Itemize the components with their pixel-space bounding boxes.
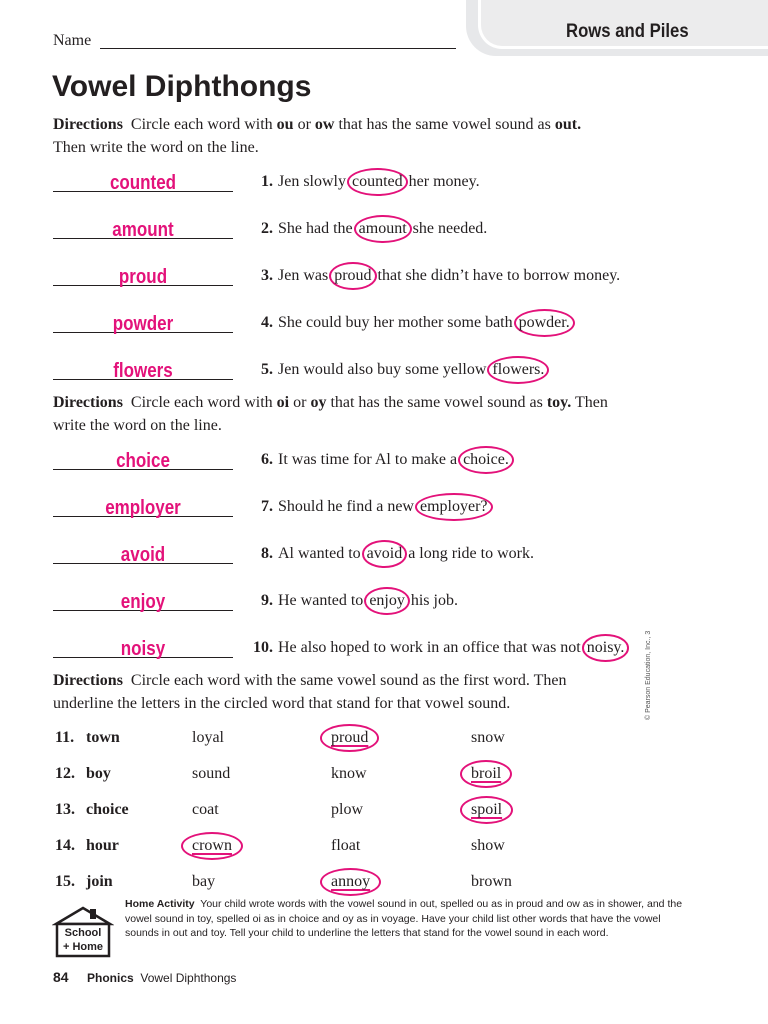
directions-text: that has the same vowel sound as <box>330 394 543 411</box>
question-sentence <box>278 267 620 285</box>
question-number: 4. <box>261 314 273 331</box>
question-sentence <box>278 498 490 516</box>
directions-label: Directions <box>53 672 123 689</box>
word-choice[interactable]: show <box>471 837 505 854</box>
home-activity-text: Your child wrote words with the vowel sound in out, spelled ou as in proud and ow as in shower, and the vowel sound in toy, spelled oi as in choice and oy as in voyage. Have your child list other words that have the vowel sounds in out and toy. Tell your child to underline the letters that stand for the vowel sound in each word. <box>125 898 683 939</box>
circled-word[interactable]: amount <box>354 215 412 243</box>
sentence-after: his job. <box>410 592 458 609</box>
question-sentence <box>278 451 511 469</box>
page-number: 84 <box>53 969 69 985</box>
circled-word[interactable]: counted <box>347 168 408 196</box>
question-number: 10. <box>253 639 273 656</box>
school-home-logo <box>52 904 114 958</box>
spelling-oy: oy <box>310 394 327 411</box>
directions-part1 <box>53 113 693 159</box>
word-choice[interactable]: brown <box>471 873 512 890</box>
name-label: Name <box>53 32 92 49</box>
circled-word[interactable]: annoy <box>320 868 381 896</box>
sentence-after: that she didn’t have to borrow money. <box>377 267 621 284</box>
circled-word[interactable]: broil <box>460 760 512 788</box>
question-sentence <box>278 545 534 563</box>
row-number: 15. <box>55 873 75 890</box>
word-choice[interactable]: sound <box>192 765 231 782</box>
question-sentence <box>278 361 546 379</box>
sentence-before: Should he find a new <box>278 498 414 515</box>
spelling-oi: oi <box>276 394 290 411</box>
word-choice[interactable]: snow <box>471 729 505 746</box>
row-key-word: hour <box>86 837 119 854</box>
word-choice[interactable]: coat <box>192 801 219 818</box>
home-activity-note <box>125 897 685 941</box>
directions-text: that has the same vowel sound as <box>338 116 551 133</box>
house-icon <box>52 904 114 958</box>
circled-choice[interactable] <box>192 837 232 855</box>
row-number: 12. <box>55 765 75 782</box>
answer-word: counted <box>109 172 177 194</box>
sentence-after: a long ride to work. <box>408 545 534 562</box>
spelling-ou: ou <box>276 116 294 133</box>
word-choice[interactable]: loyal <box>192 729 224 746</box>
question-sentence <box>278 592 458 610</box>
circled-choice[interactable] <box>471 765 501 783</box>
word-choice[interactable]: plow <box>331 801 363 818</box>
answer-word: proud <box>118 266 168 288</box>
question-number: 9. <box>261 592 273 609</box>
question-number: 2. <box>261 220 273 237</box>
answer-word: powder <box>112 313 174 335</box>
circled-word[interactable]: proud <box>329 262 376 290</box>
logo-line1: School <box>64 927 102 939</box>
home-activity-label: Home Activity <box>125 898 195 910</box>
sentence-before: It was time for Al to make a <box>278 451 458 468</box>
circled-word[interactable]: choice. <box>458 446 514 474</box>
directions-text: Circle each word with <box>130 116 273 133</box>
directions-label: Directions <box>53 394 123 411</box>
directions-text: write the word on the line. <box>53 417 222 434</box>
question-number: 3. <box>261 267 273 284</box>
question-number: 5. <box>261 361 273 378</box>
answer-word: avoid <box>120 544 166 566</box>
answer-word: noisy <box>120 638 166 660</box>
circled-word[interactable]: spoil <box>460 796 513 824</box>
key-word-out: out. <box>554 116 582 133</box>
answer-word: enjoy <box>120 591 166 613</box>
question-number: 1. <box>261 173 273 190</box>
row-key-word: town <box>86 729 120 746</box>
question-sentence <box>278 220 487 238</box>
directions-part3 <box>53 669 693 715</box>
word-choice[interactable]: know <box>331 765 367 782</box>
sentence-before: Jen slowly <box>278 173 346 190</box>
sentence-before: She had the <box>278 220 353 237</box>
circled-word[interactable]: crown <box>181 832 243 860</box>
sentence-before: Jen was <box>278 267 329 284</box>
answer-word: employer <box>105 497 181 519</box>
word-choice[interactable]: bay <box>192 873 216 890</box>
footer-section <box>87 971 236 985</box>
circled-word[interactable]: avoid <box>362 540 408 568</box>
directions-text: Then <box>575 394 608 411</box>
circled-choice[interactable] <box>331 873 370 891</box>
footer-topic: Vowel Diphthongs <box>140 971 237 985</box>
sentence-before: Al wanted to <box>278 545 361 562</box>
sentence-before: Jen would also buy some yellow <box>278 361 487 378</box>
circled-choice[interactable] <box>331 729 368 747</box>
page-title: Vowel Diphthongs <box>52 70 312 103</box>
logo-line2: + Home <box>62 941 104 953</box>
question-sentence <box>278 314 572 332</box>
row-key-word: choice <box>86 801 129 818</box>
question-number: 7. <box>261 498 273 515</box>
sentence-after: she needed. <box>412 220 488 237</box>
row-key-word: join <box>86 873 113 890</box>
word-choice[interactable]: float <box>331 837 361 854</box>
answer-word: flowers <box>113 360 173 382</box>
lesson-title: Rows and Piles <box>566 21 689 42</box>
footer-section-label: Phonics <box>87 971 134 985</box>
question-number: 6. <box>261 451 273 468</box>
question-sentence <box>278 639 626 657</box>
sentence-after: her money. <box>408 173 480 190</box>
directions-label: Directions <box>53 116 123 133</box>
circled-word[interactable]: noisy. <box>582 634 630 662</box>
row-key-word: boy <box>86 765 111 782</box>
answer-word: choice <box>116 450 170 472</box>
row-number: 14. <box>55 837 75 854</box>
circled-choice[interactable] <box>471 801 502 819</box>
name-line[interactable] <box>100 48 456 49</box>
row-number: 11. <box>55 729 75 746</box>
circled-word[interactable]: enjoy <box>364 587 410 615</box>
directions-or: or <box>293 394 307 411</box>
question-sentence <box>278 173 480 191</box>
sentence-before: She could buy her mother some bath <box>278 314 513 331</box>
directions-part2 <box>53 391 693 437</box>
circled-word[interactable]: employer? <box>415 493 493 521</box>
answer-word: amount <box>112 219 174 241</box>
directions-or: or <box>297 116 311 133</box>
directions-text: underline the letters in the circled word that stand for that vowel sound. <box>53 695 511 712</box>
copyright-notice: © Pearson Education, Inc., 3 <box>645 630 652 720</box>
directions-text: Circle each word with the same vowel sound as the first word. Then <box>130 672 567 689</box>
circled-word[interactable]: flowers. <box>487 356 549 384</box>
circled-word[interactable]: powder. <box>514 309 575 337</box>
directions-text: Then write the word on the line. <box>53 139 259 156</box>
circled-word[interactable]: proud <box>320 724 379 752</box>
sentence-before: He also hoped to work in an office that was not <box>278 639 581 656</box>
row-number: 13. <box>55 801 75 818</box>
key-word-toy: toy. <box>546 394 572 411</box>
sentence-before: He wanted to <box>278 592 364 609</box>
spelling-ow: ow <box>314 116 335 133</box>
question-number: 8. <box>261 545 273 562</box>
directions-text: Circle each word with <box>130 394 273 411</box>
